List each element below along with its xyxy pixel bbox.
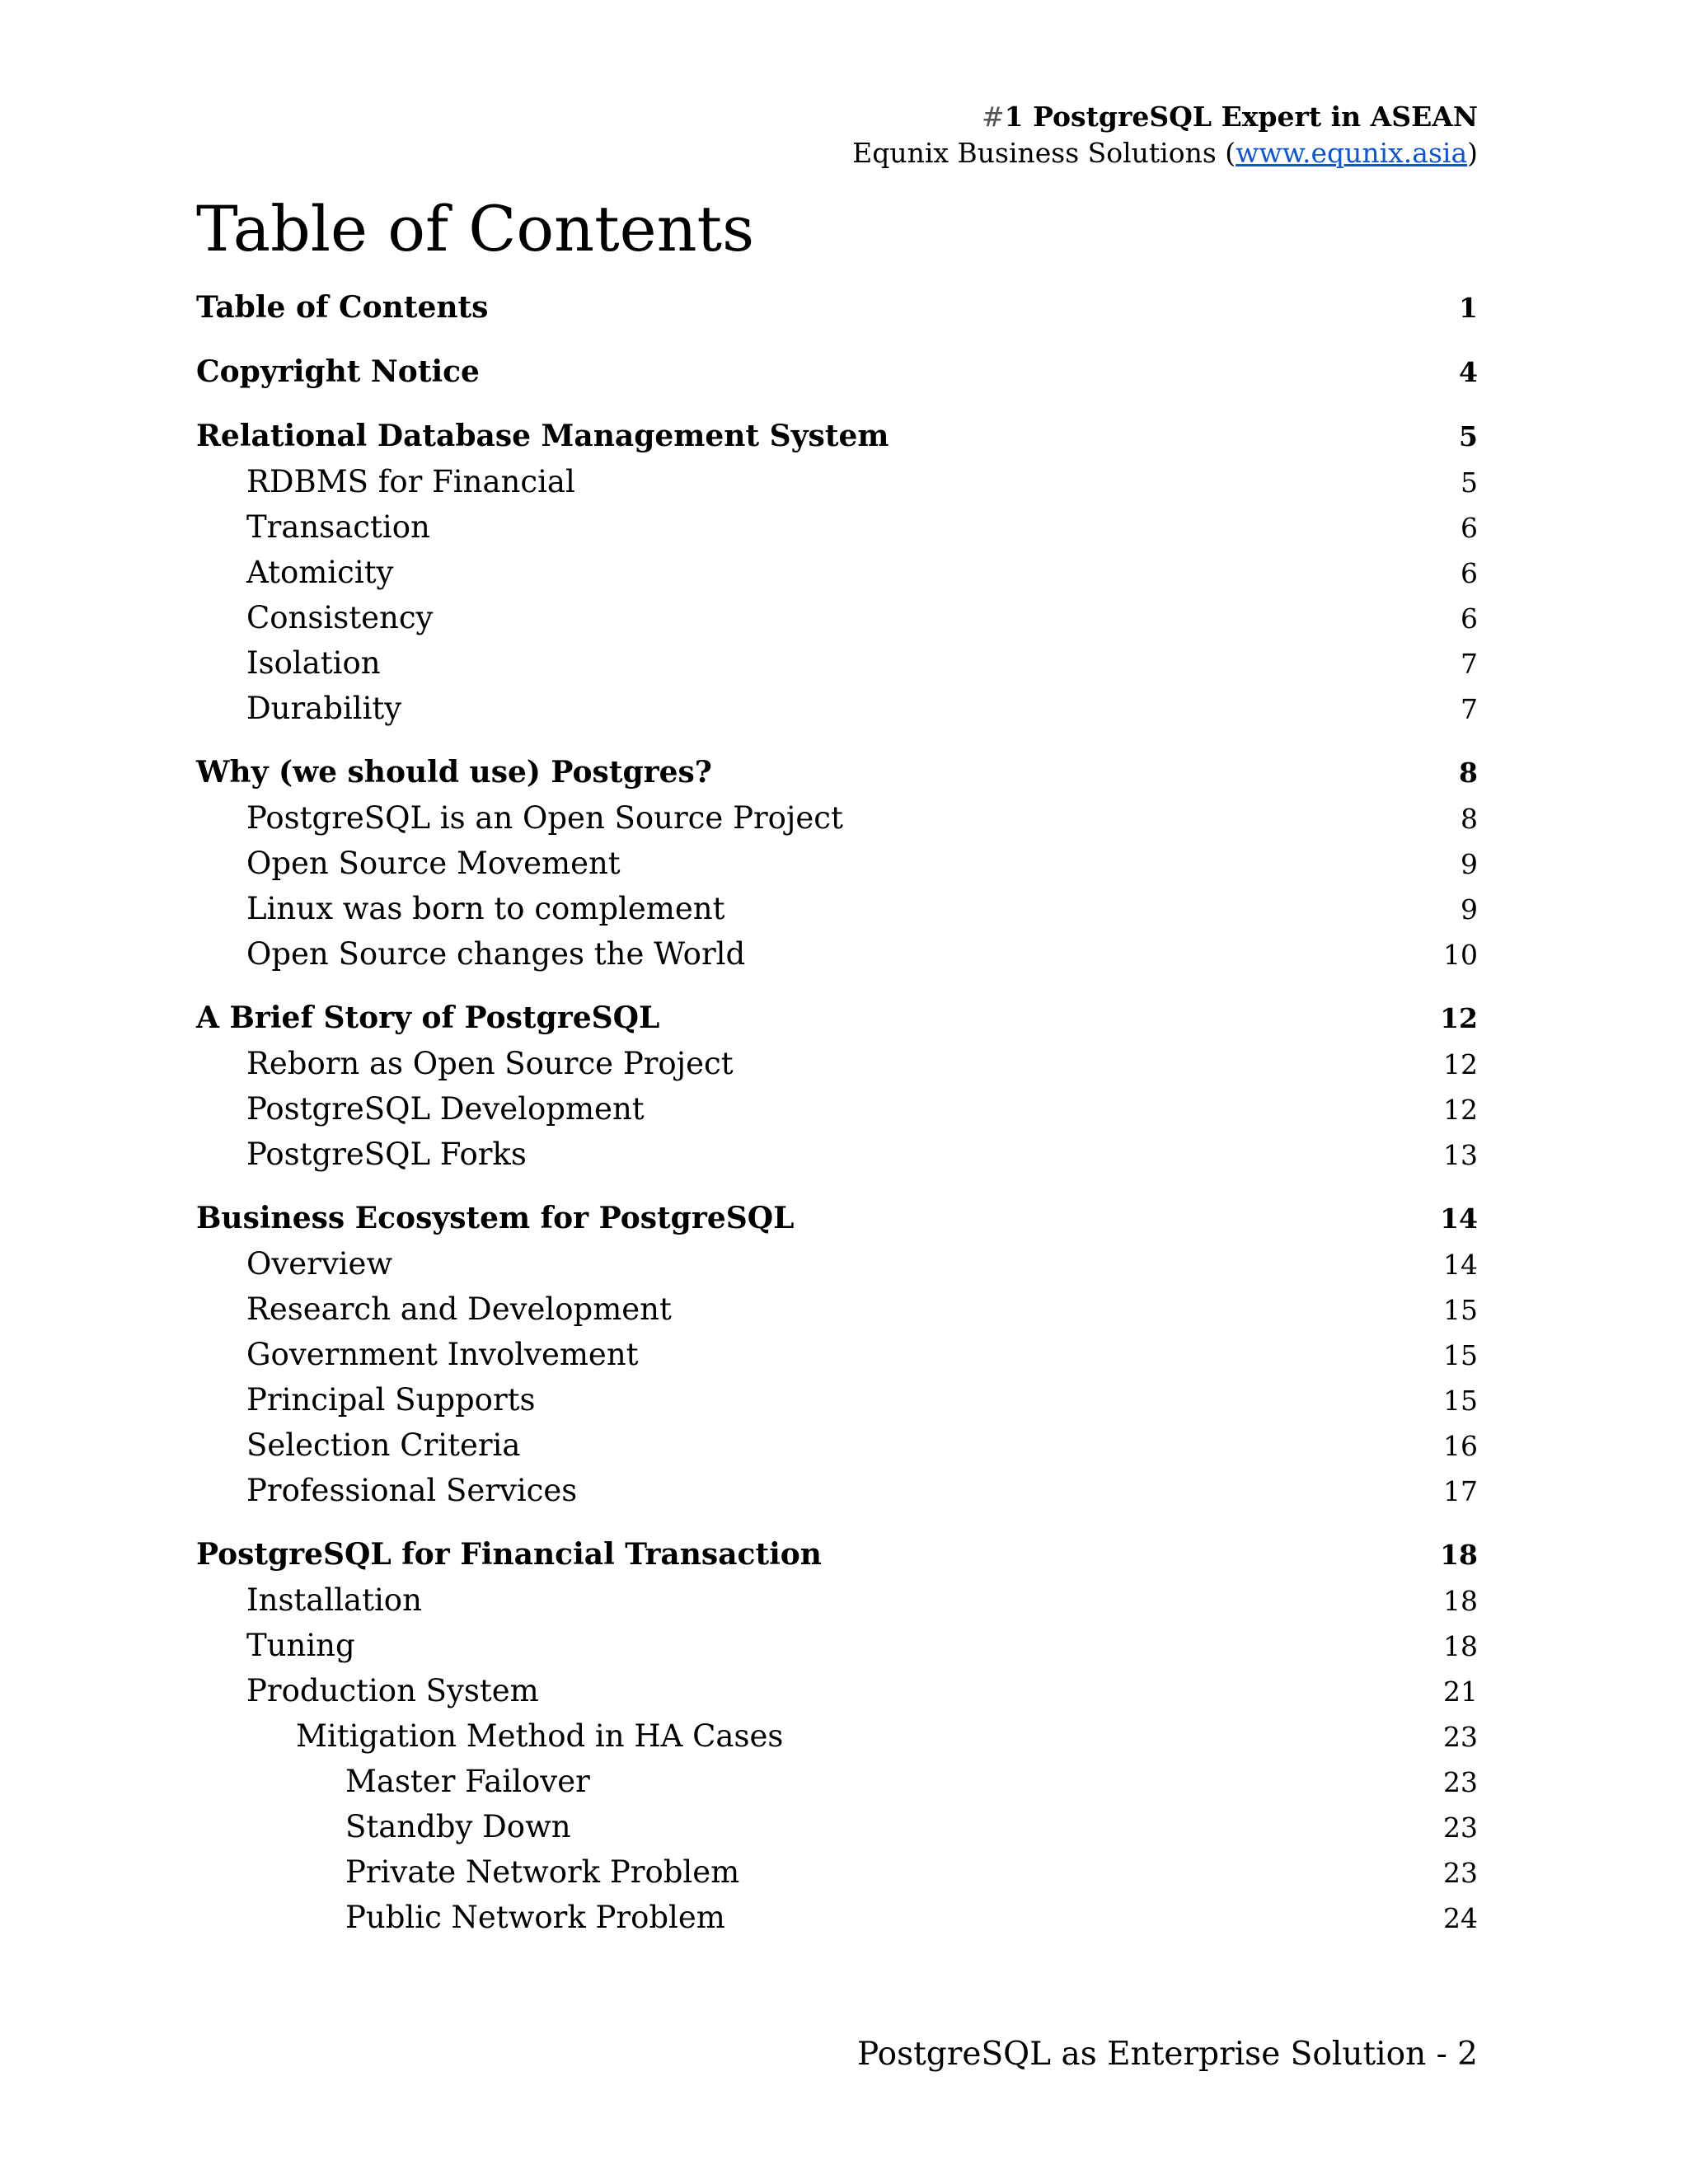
toc-entry-page-number: 12	[1440, 1002, 1478, 1034]
toc-entry[interactable]	[196, 1086, 1478, 1132]
toc-entry-label: Relational Database Management System	[196, 419, 889, 453]
toc-entry-page-number: 15	[1443, 1339, 1478, 1371]
table-of-contents	[196, 285, 1478, 1940]
toc-entry-label: Table of Contents	[196, 290, 489, 325]
toc-entry-page-number: 5	[1461, 466, 1478, 499]
toc-entry[interactable]	[196, 996, 1478, 1041]
toc-entry-label: PostgreSQL is an Open Source Project	[246, 800, 843, 836]
toc-entry-page-number: 15	[1443, 1294, 1478, 1326]
toc-entry-label: Open Source Movement	[246, 846, 621, 881]
toc-entry[interactable]	[196, 1895, 1478, 1940]
toc-entry-page-number: 24	[1443, 1902, 1478, 1934]
toc-entry-label: Isolation	[246, 645, 381, 681]
toc-entry[interactable]	[196, 886, 1478, 931]
toc-entry[interactable]	[196, 1623, 1478, 1668]
toc-entry[interactable]	[196, 1849, 1478, 1895]
toc-entry[interactable]	[196, 1196, 1478, 1241]
toc-entry-label: Overview	[246, 1246, 393, 1282]
header-company-prefix: Equnix Business Solutions (	[852, 137, 1236, 169]
toc-entry-page-number: 6	[1461, 602, 1478, 635]
toc-entry-label: Reborn as Open Source Project	[246, 1046, 734, 1081]
header-company-suffix: )	[1467, 137, 1478, 169]
toc-entry[interactable]	[196, 841, 1478, 886]
toc-entry-page-number: 4	[1459, 356, 1478, 388]
toc-entry-page-number: 1	[1459, 292, 1478, 324]
toc-entry[interactable]	[196, 795, 1478, 841]
header-company	[852, 135, 1478, 171]
toc-entry-label: A Brief Story of PostgreSQL	[196, 1001, 660, 1035]
toc-entry-label: PostgreSQL Development	[246, 1091, 645, 1127]
toc-entry[interactable]	[196, 1577, 1478, 1623]
toc-entry-page-number: 18	[1443, 1630, 1478, 1662]
toc-entry-label: Private Network Problem	[345, 1854, 740, 1890]
toc-entry[interactable]	[196, 1422, 1478, 1468]
toc-entry[interactable]	[196, 640, 1478, 686]
toc-entry-label: Why (we should use) Postgres?	[196, 755, 712, 790]
toc-entry-label: Principal Supports	[246, 1382, 536, 1418]
toc-entry-label: Public Network Problem	[345, 1900, 725, 1935]
toc-entry-page-number: 17	[1443, 1475, 1478, 1507]
toc-entry-page-number: 7	[1461, 693, 1478, 725]
toc-entry-page-number: 23	[1443, 1721, 1478, 1753]
toc-entry[interactable]	[196, 349, 1478, 395]
toc-entry[interactable]	[196, 550, 1478, 595]
toc-entry-page-number: 15	[1443, 1385, 1478, 1417]
toc-entry-page-number: 9	[1461, 848, 1478, 880]
toc-entry[interactable]	[196, 1241, 1478, 1286]
toc-entry-label: Master Failover	[345, 1764, 590, 1799]
toc-entry-label: Production System	[246, 1673, 539, 1708]
toc-entry[interactable]	[196, 1804, 1478, 1849]
toc-entry-page-number: 23	[1443, 1811, 1478, 1844]
header-tagline-text: 1 PostgreSQL Expert in ASEAN	[1004, 101, 1478, 133]
toc-entry-page-number: 14	[1443, 1249, 1478, 1281]
toc-entry-page-number: 13	[1443, 1139, 1478, 1171]
toc-entry-label: Consistency	[246, 600, 434, 635]
toc-entry-page-number: 12	[1443, 1094, 1478, 1126]
toc-entry-page-number: 23	[1443, 1766, 1478, 1798]
toc-entry[interactable]	[196, 1332, 1478, 1377]
toc-entry-page-number: 18	[1443, 1585, 1478, 1617]
toc-entry-label: Research and Development	[246, 1291, 672, 1327]
toc-entry[interactable]	[196, 285, 1478, 330]
toc-entry[interactable]	[196, 1132, 1478, 1177]
header-tagline	[852, 99, 1478, 135]
toc-entry[interactable]	[196, 1713, 1478, 1759]
toc-entry-label: Transaction	[246, 509, 430, 545]
toc-entry-page-number: 16	[1443, 1430, 1478, 1462]
toc-entry-page-number: 8	[1459, 757, 1478, 789]
toc-entry-page-number: 18	[1440, 1539, 1478, 1571]
toc-entry[interactable]	[196, 504, 1478, 550]
toc-entry-label: Standby Down	[345, 1809, 571, 1844]
page-header	[852, 99, 1478, 171]
toc-entry-page-number: 7	[1461, 648, 1478, 680]
toc-entry[interactable]	[196, 1468, 1478, 1513]
toc-entry[interactable]	[196, 414, 1478, 459]
toc-entry[interactable]	[196, 1377, 1478, 1422]
toc-entry-label: Tuning	[246, 1628, 355, 1663]
header-hash: #	[982, 101, 1005, 133]
toc-entry-label: Copyright Notice	[196, 354, 480, 389]
toc-entry[interactable]	[196, 931, 1478, 977]
toc-entry[interactable]	[196, 595, 1478, 640]
toc-entry-label: RDBMS for Financial	[246, 464, 575, 499]
toc-entry-label: Selection Criteria	[246, 1427, 521, 1463]
toc-entry-page-number: 9	[1461, 893, 1478, 926]
toc-entry[interactable]	[196, 1041, 1478, 1086]
toc-entry[interactable]	[196, 1286, 1478, 1332]
toc-entry-page-number: 12	[1443, 1048, 1478, 1080]
toc-entry-page-number: 10	[1443, 939, 1478, 971]
toc-entry-page-number: 8	[1461, 803, 1478, 835]
toc-entry-page-number: 21	[1443, 1675, 1478, 1708]
toc-entry-label: Open Source changes the World	[246, 936, 746, 972]
toc-entry-page-number: 6	[1461, 512, 1478, 544]
page-footer: PostgreSQL as Enterprise Solution - 2	[856, 2036, 1478, 2073]
company-website-link[interactable]: www.equnix.asia	[1236, 137, 1468, 169]
toc-entry[interactable]	[196, 1759, 1478, 1804]
toc-entry[interactable]	[196, 1532, 1478, 1577]
toc-entry-page-number: 23	[1443, 1857, 1478, 1889]
toc-entry-page-number: 6	[1461, 557, 1478, 589]
toc-entry[interactable]	[196, 686, 1478, 731]
toc-entry[interactable]	[196, 1668, 1478, 1713]
toc-entry-label: Atomicity	[246, 555, 394, 590]
toc-entry[interactable]	[196, 459, 1478, 504]
page-title: Table of Contents	[196, 192, 755, 265]
toc-entry-label: Linux was born to complement	[246, 891, 725, 926]
toc-entry-label: Professional Services	[246, 1473, 578, 1508]
toc-entry[interactable]	[196, 750, 1478, 795]
toc-entry-page-number: 5	[1459, 420, 1478, 452]
toc-entry-label: Durability	[246, 691, 402, 726]
toc-entry-label: Mitigation Method in HA Cases	[296, 1718, 784, 1754]
toc-entry-label: PostgreSQL for Financial Transaction	[196, 1537, 822, 1572]
toc-entry-label: PostgreSQL Forks	[246, 1137, 527, 1172]
toc-entry-label: Installation	[246, 1582, 422, 1618]
toc-entry-page-number: 14	[1440, 1202, 1478, 1235]
toc-entry-label: Government Involvement	[246, 1337, 639, 1372]
toc-entry-label: Business Ecosystem for PostgreSQL	[196, 1201, 795, 1235]
